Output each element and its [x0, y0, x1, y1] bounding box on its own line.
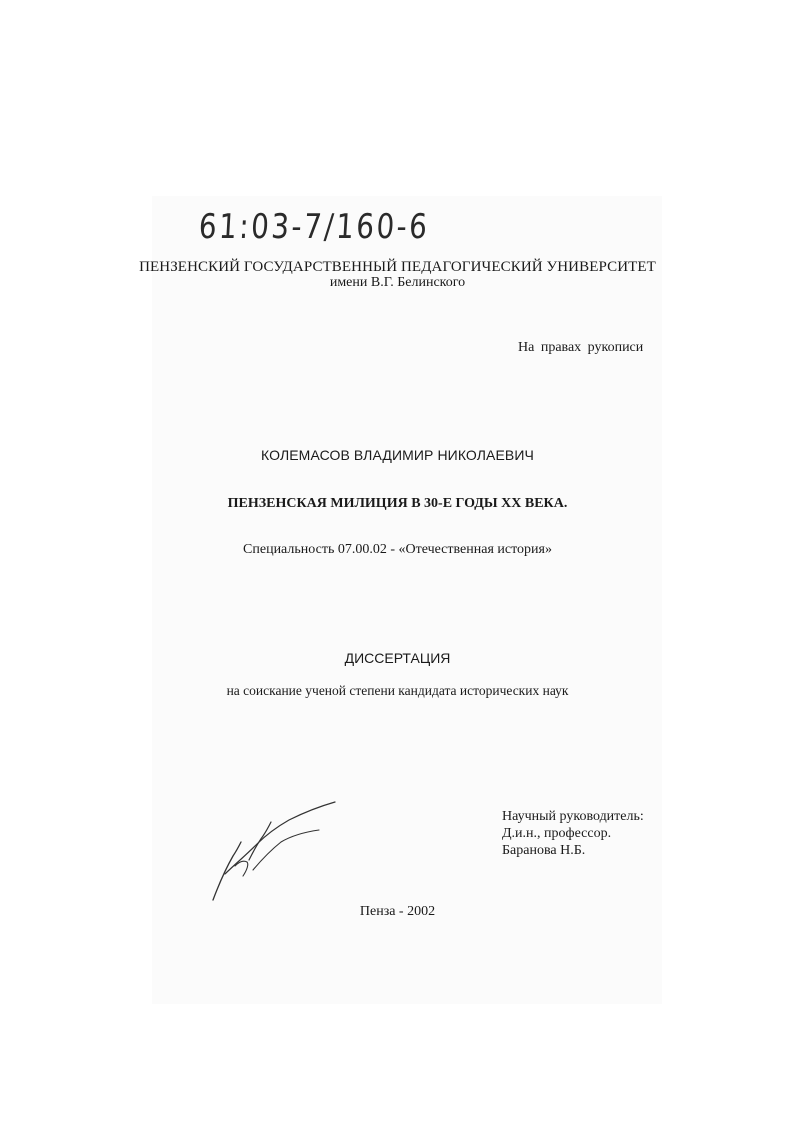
supervisor-block: [502, 808, 644, 859]
author-name: КОЛЕМАСОВ ВЛАДИМИР НИКОЛАЕВИЧ: [261, 447, 534, 463]
document-type: ДИССЕРТАЦИЯ: [344, 650, 451, 666]
thesis-title: ПЕНЗЕНСКАЯ МИЛИЦИЯ В 30-Е ГОДЫ XX ВЕКА.: [227, 496, 568, 511]
archive-code-handwritten: 61:03-7/160-6: [197, 207, 431, 247]
city-year: Пенза - 2002: [359, 904, 436, 919]
specialty-line: Специальность 07.00.02 - «Отечественная история»: [243, 542, 552, 557]
degree-line: на соискание ученой степени кандидата исторических наук: [226, 683, 569, 698]
university-named-after: имени В.Г. Белинского: [329, 275, 466, 290]
handwritten-signature: [205, 796, 345, 908]
supervisor-credentials: Д.и.н., профессор.: [502, 826, 612, 841]
manuscript-rights-note: На правах рукописи: [518, 340, 644, 355]
supervisor-heading: Научный руководитель:: [502, 809, 644, 824]
supervisor-name: Баранова Н.Б.: [502, 843, 586, 858]
university-name: ПЕНЗЕНСКИЙ ГОСУДАРСТВЕННЫЙ ПЕДАГОГИЧЕСКИЙ УНИВЕРСИТЕТ: [139, 259, 656, 275]
